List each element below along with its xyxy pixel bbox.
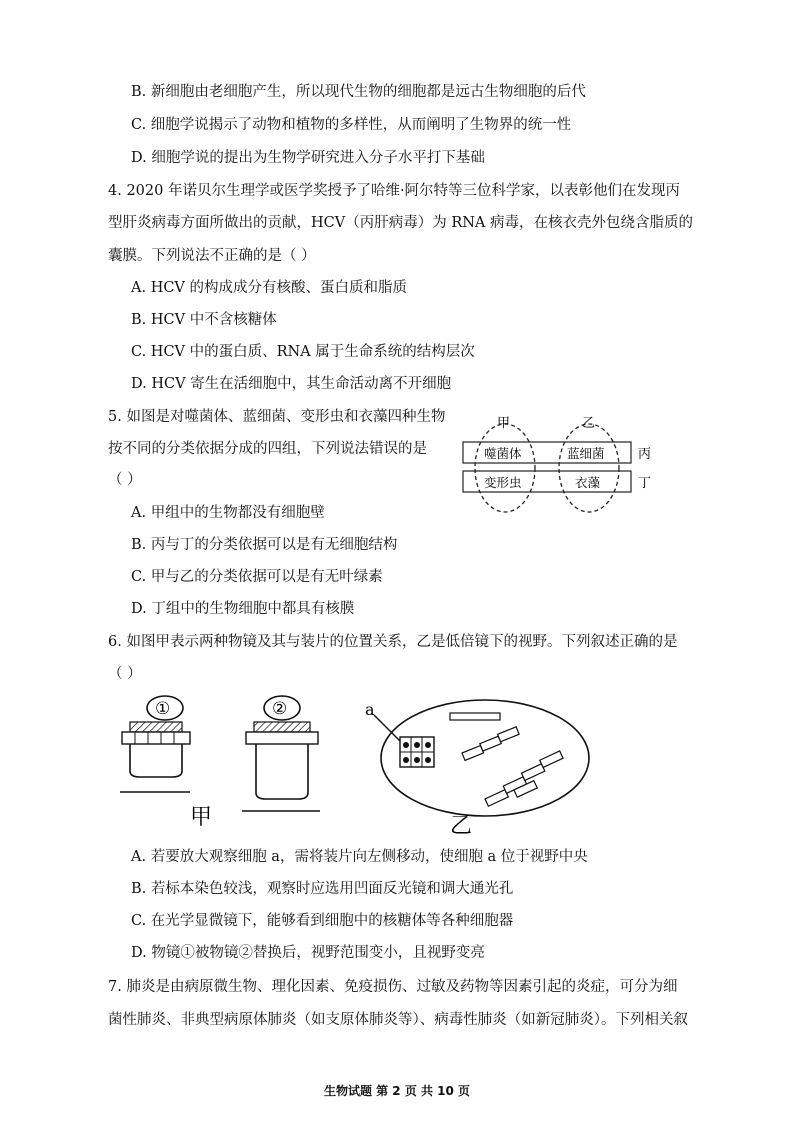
- q6-stem-line2: （ ）: [108, 666, 142, 682]
- q5-option-a: A. 甲组中的生物都没有细胞壁: [131, 505, 325, 521]
- organism-amoeba: 变形虫: [484, 475, 522, 490]
- objective-2-icon: [246, 696, 318, 799]
- q3-option-b: B. 新细胞由老细胞产生，所以现代生物的细胞都是远古生物细胞的后代: [131, 84, 586, 100]
- organism-phage: 噬菌体: [484, 446, 522, 461]
- figure-jia-label: 甲: [190, 805, 213, 830]
- group-yi-ellipse: [559, 424, 619, 512]
- objective-1-icon: [122, 696, 190, 777]
- group-jia-label: 甲: [497, 416, 511, 431]
- q5-stem-line2: 按不同的分类依据分成的四组，下列说法错误的是: [108, 441, 427, 457]
- q4-stem-line3: 囊膜。下列说法不正确的是（ ）: [108, 248, 316, 264]
- q6-option-d: D. 物镜①被物镜②替换后，视野范围变小，且视野变亮: [131, 945, 485, 961]
- objective-1-label: ①: [155, 699, 171, 719]
- group-bing-label: 丙: [638, 447, 652, 462]
- q6-option-a: A. 若要放大观察细胞 a，需将装片向左侧移动，使细胞 a 位于视野中央: [131, 849, 588, 865]
- q4-stem-line1: 4. 2020 年诺贝尔生理学或医学奖授予了哈维·阿尔特等三位科学家，以表彰他们在发现丙: [108, 183, 681, 199]
- cell-strip-middle: [461, 727, 521, 761]
- q4-option-b: B. HCV 中不含核糖体: [131, 312, 277, 328]
- cell-a-label: a: [365, 700, 375, 719]
- q6-option-b: B. 若标本染色较浅，观察时应选用凹面反光镜和调大通光孔: [131, 881, 514, 897]
- q4-option-d: D. HCV 寄生在活细胞中，其生命活动离不开细胞: [131, 376, 452, 392]
- q6-option-c: C. 在光学显微镜下，能够看到细胞中的核糖体等各种细胞器: [131, 913, 514, 929]
- q4-option-a: A. HCV 的构成成分有核酸、蛋白质和脂质: [131, 280, 408, 296]
- objective-2-label: ②: [272, 699, 288, 719]
- q6-stem-line1: 6. 如图甲表示两种物镜及其与装片的位置关系，乙是低倍镜下的视野。下列叙述正确的是: [108, 634, 678, 650]
- q5-stem-line1: 5. 如图是对噬菌体、蓝细菌、变形虫和衣藻四种生物: [108, 409, 446, 425]
- cell-strip-top: [450, 713, 500, 720]
- q3-option-c: C. 细胞学说揭示了动物和植物的多样性，从而阐明了生物界的统一性: [131, 117, 572, 133]
- q5-option-c: C. 甲与乙的分类依据可以是有无叶绿素: [131, 569, 383, 585]
- q5-stem-line3: （ ）: [108, 472, 142, 488]
- classification-diagram: [455, 410, 670, 515]
- q7-stem-line1: 7. 肺炎是由病原微生物、理化因素、免疫损伤、过敏及药物等因素引起的炎症，可分为细: [108, 979, 678, 995]
- q7-stem-line2: 菌性肺炎、非典型病原体肺炎（如支原体肺炎等）、病毒性肺炎（如新冠肺炎）。下列相关叙: [108, 1012, 688, 1028]
- q5-option-d: D. 丁组中的生物细胞中都具有核膜: [131, 601, 355, 617]
- q5-option-b: B. 丙与丁的分类依据可以是有无细胞结构: [131, 537, 398, 553]
- group-jia-ellipse: [475, 424, 535, 512]
- figure-yi-label: 乙: [450, 814, 473, 835]
- organism-cyanobacteria: 蓝细菌: [567, 446, 605, 461]
- field-of-view: [365, 700, 589, 816]
- q4-stem-line2: 型肝炎病毒方面所做出的贡献，HCV（丙肝病毒）为 RNA 病毒，在核衣壳外包绕含脂质的: [108, 215, 694, 231]
- group-yi-label: 乙: [582, 416, 596, 431]
- q3-option-d: D. 细胞学说的提出为生物学研究进入分子水平打下基础: [131, 150, 485, 166]
- group-ding-label: 丁: [638, 476, 652, 491]
- organism-chlamydomonas: 衣藻: [575, 475, 601, 490]
- q4-option-c: C. HCV 中的蛋白质、RNA 属于生命系统的结构层次: [131, 344, 475, 360]
- page-footer: 生物试题 第 2 页 共 10 页: [323, 1084, 471, 1098]
- microscope-figure: [110, 693, 610, 835]
